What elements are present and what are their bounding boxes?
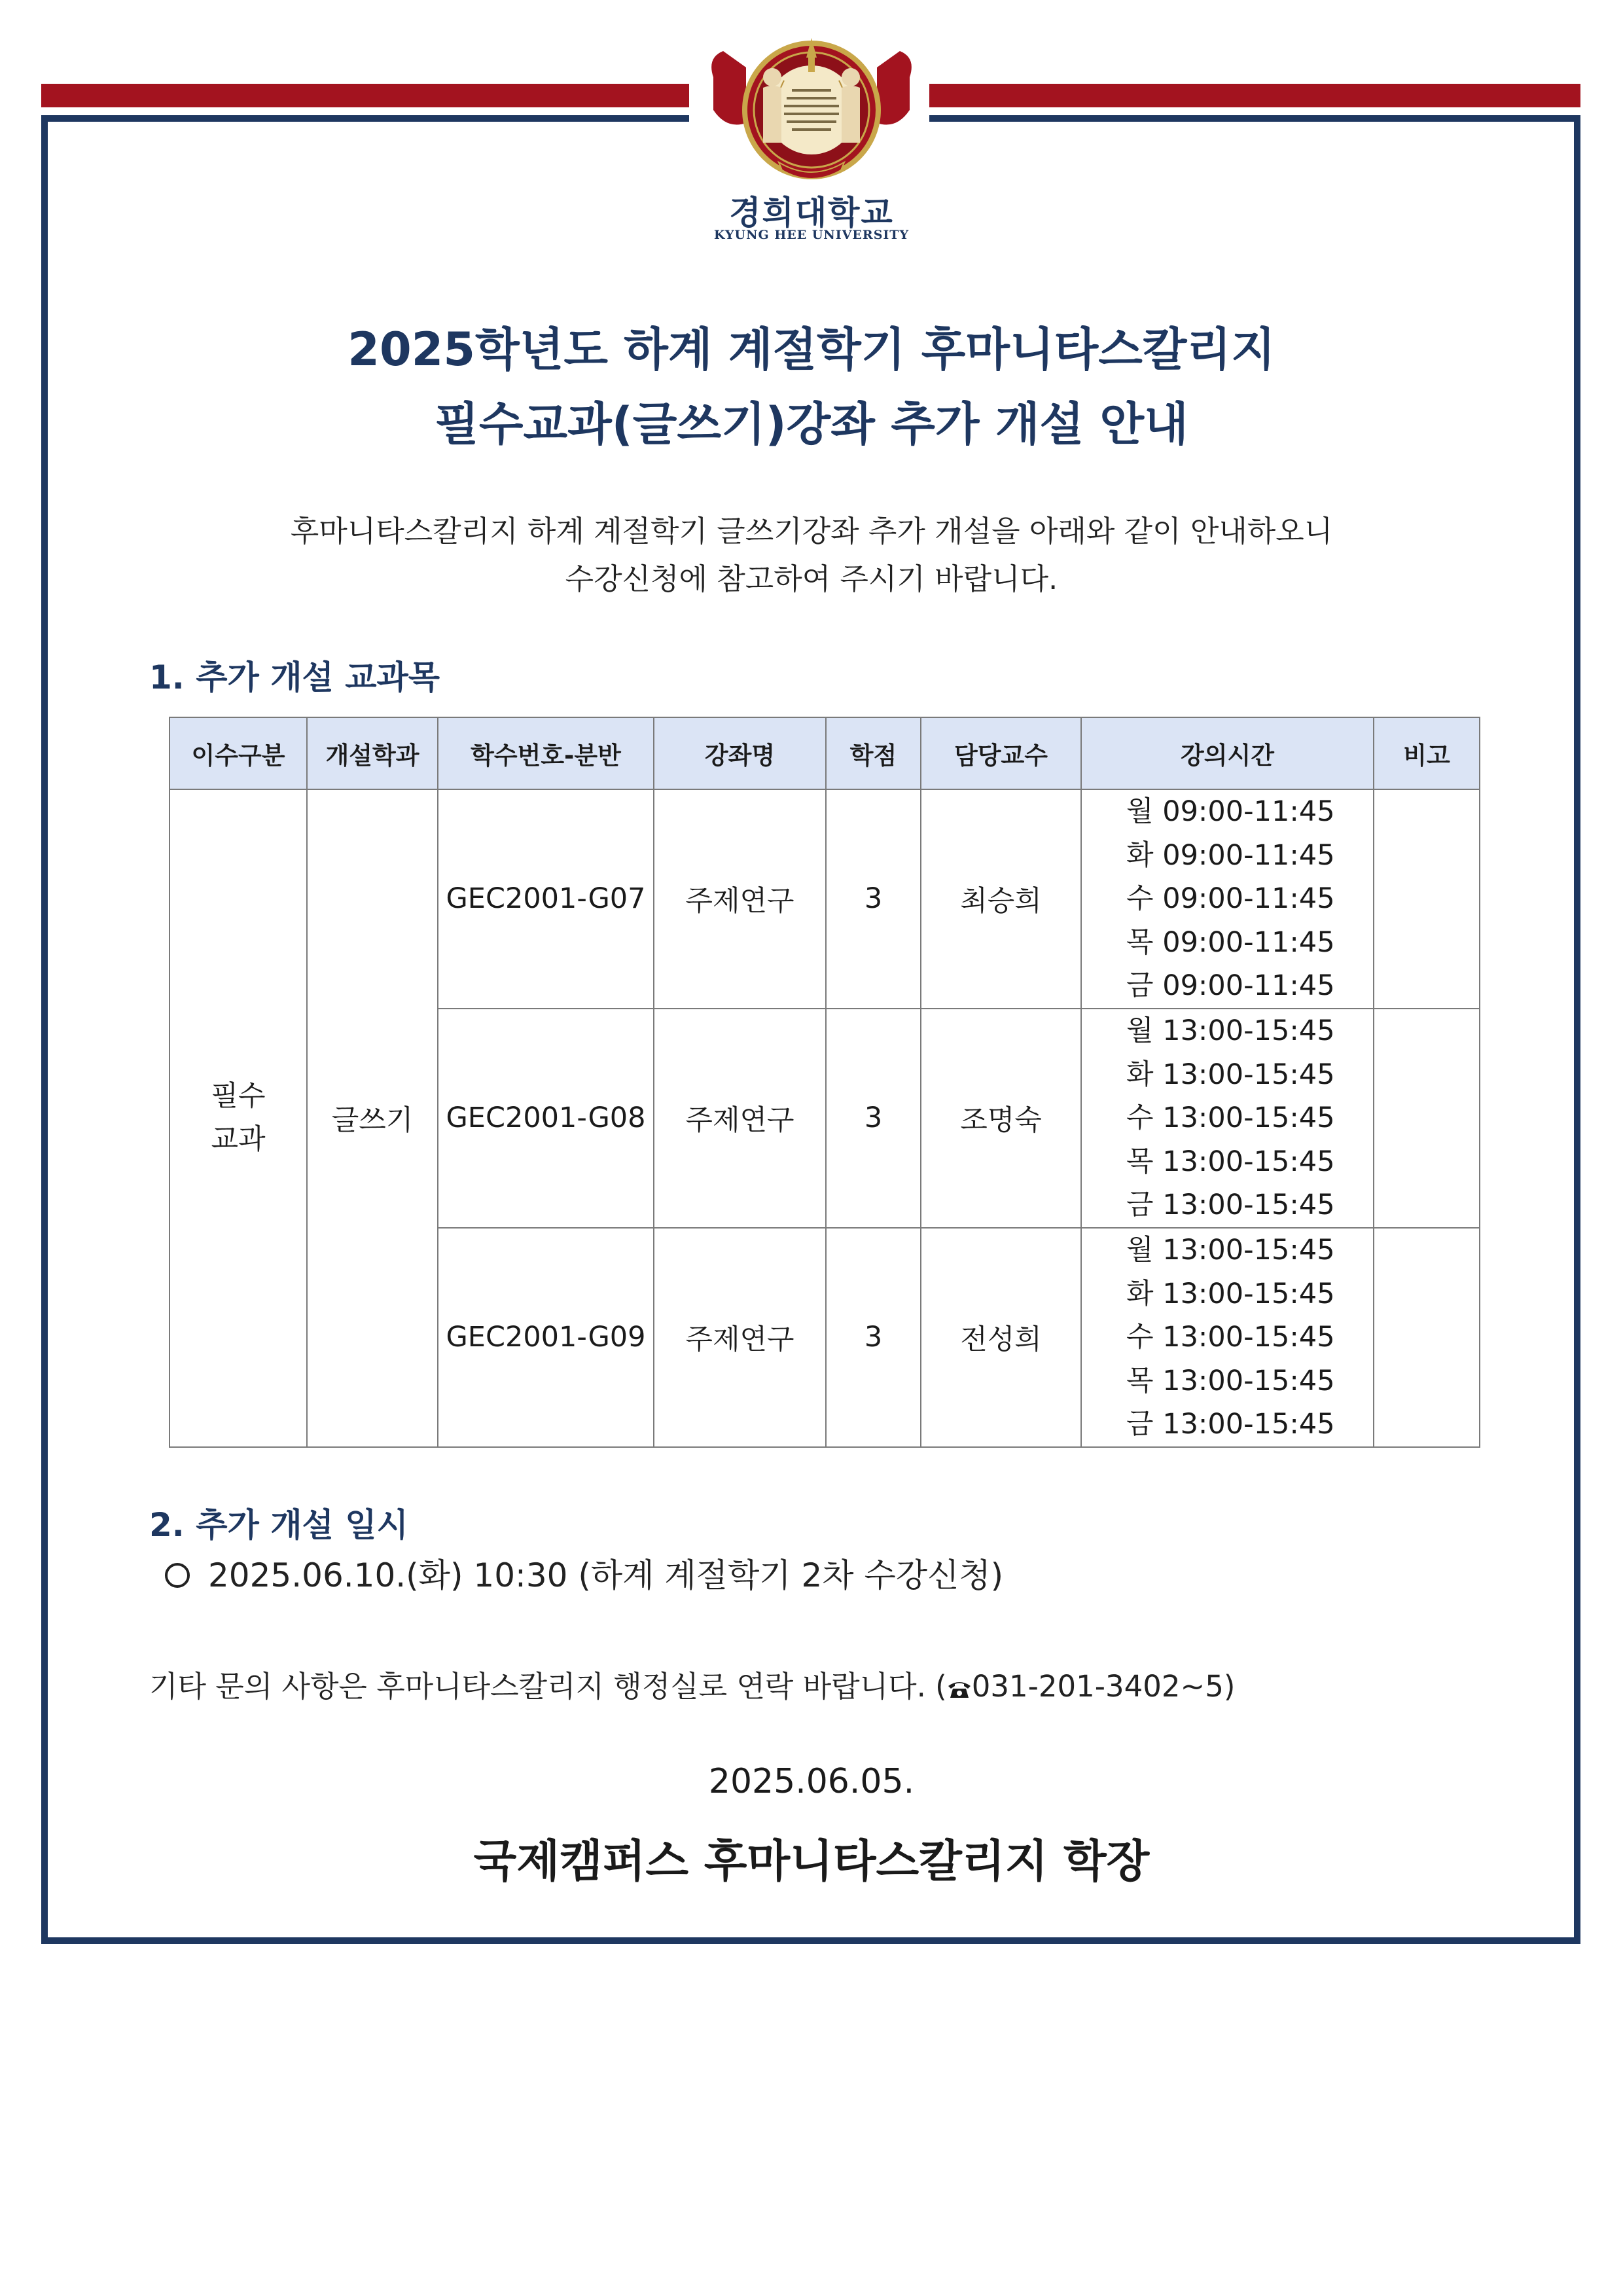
circle-bullet-icon (165, 1563, 190, 1588)
intro-line1: 후마니타스칼리지 하계 계절학기 글쓰기강좌 추가 개설을 아래와 같이 안내하오니 (290, 514, 1333, 548)
course-name-cell: 주제연구 (654, 1228, 826, 1447)
course-name-cell: 주제연구 (654, 1009, 826, 1228)
time-slot: 금 13:00-15:45 (1126, 1408, 1335, 1441)
lecture-time-cell (1081, 1228, 1374, 1447)
course-name-cell: 주제연구 (654, 789, 826, 1009)
time-slot: 금 13:00-15:45 (1126, 1189, 1335, 1222)
time-slot: 화 13:00-15:45 (1126, 1277, 1335, 1310)
university-name-english: KYUNG HEE UNIVERSITY (713, 228, 910, 242)
section2-heading: 2. 추가 개설 일시 (149, 1506, 408, 1544)
time-slot: 목 09:00-11:45 (1126, 925, 1335, 959)
professor-cell: 조명숙 (921, 1009, 1081, 1228)
time-slot: 목 13:00-15:45 (1126, 1364, 1335, 1397)
time-slot: 목 13:00-15:45 (1126, 1145, 1335, 1178)
note-cell (1374, 789, 1480, 1009)
header-professor: 담당교수 (921, 717, 1081, 789)
kyung-hee-seal-icon (700, 31, 923, 188)
time-slot: 월 13:00-15:45 (1126, 1233, 1335, 1266)
time-slot: 월 13:00-15:45 (1126, 1014, 1335, 1047)
time-slot: 화 13:00-15:45 (1126, 1058, 1335, 1091)
contact-text: 기타 문의 사항은 후마니타스칼리지 행정실로 연락 바랍니다. ( (149, 1669, 947, 1704)
professor-cell: 전성희 (921, 1228, 1081, 1447)
course-code-cell: GEC2001-G07 (438, 789, 654, 1009)
page-title-line1: 2025학년도 하계 계절학기 후마니타스칼리지 (348, 323, 1275, 376)
open-date-text: 2025.06.10.(화) 10:30 (하계 계절학기 2차 수강신청) (208, 1556, 1004, 1594)
header-category: 이수구분 (169, 717, 307, 789)
header-credit: 학점 (826, 717, 921, 789)
header-department: 개설학과 (307, 717, 438, 789)
time-slot: 수 13:00-15:45 (1126, 1321, 1335, 1354)
credit-cell: 3 (826, 1009, 921, 1228)
lecture-time-cell (1081, 789, 1374, 1009)
note-cell (1374, 1009, 1480, 1228)
department-cell: 글쓰기 (307, 789, 438, 1447)
header-course-name: 강좌명 (654, 717, 826, 789)
section1-heading: 1. 추가 개설 교과목 (149, 658, 440, 696)
header-note: 비고 (1374, 717, 1480, 789)
header-lecture-time: 강의시간 (1081, 717, 1374, 789)
time-slot: 수 13:00-15:45 (1126, 1102, 1335, 1135)
header-red-bar-right (929, 84, 1580, 107)
university-name-korean: 경희대학교 (729, 194, 894, 232)
table-header-row (169, 717, 1480, 789)
note-cell (1374, 1228, 1480, 1447)
time-slot: 금 09:00-11:45 (1126, 969, 1335, 1003)
professor-cell: 최승희 (921, 789, 1081, 1009)
table-row (169, 789, 1480, 1009)
telephone-icon (947, 1678, 972, 1699)
contact-line: 기타 문의 사항은 후마니타스칼리지 행정실로 연락 바랍니다. ( 031-201-3402~5) (149, 1669, 1236, 1704)
header-red-bar-left (41, 84, 689, 107)
course-code-cell: GEC2001-G09 (438, 1228, 654, 1447)
category-cell: 필수 교과 (169, 789, 307, 1447)
time-slot: 월 09:00-11:45 (1126, 795, 1335, 828)
lecture-time-cell (1081, 1009, 1374, 1228)
contact-phone: 031-201-3402~5 (971, 1669, 1224, 1704)
page-title-line2: 필수교과(글쓰기)강좌 추가 개설 안내 (435, 397, 1188, 451)
time-slot: 화 09:00-11:45 (1126, 838, 1335, 872)
open-date-item (165, 1549, 1003, 1596)
course-table (169, 717, 1480, 1448)
signature-line: 국제캠퍼스 후마니타스칼리지 학장 (473, 1836, 1150, 1888)
time-slot: 수 09:00-11:45 (1126, 882, 1335, 916)
credit-cell: 3 (826, 789, 921, 1009)
document-date: 2025.06.05. (708, 1762, 915, 1801)
intro-line2: 수강신청에 참고하여 주시기 바랍니다. (565, 562, 1058, 596)
course-code-cell: GEC2001-G08 (438, 1009, 654, 1228)
header-course-code: 학수번호-분반 (438, 717, 654, 789)
credit-cell: 3 (826, 1228, 921, 1447)
